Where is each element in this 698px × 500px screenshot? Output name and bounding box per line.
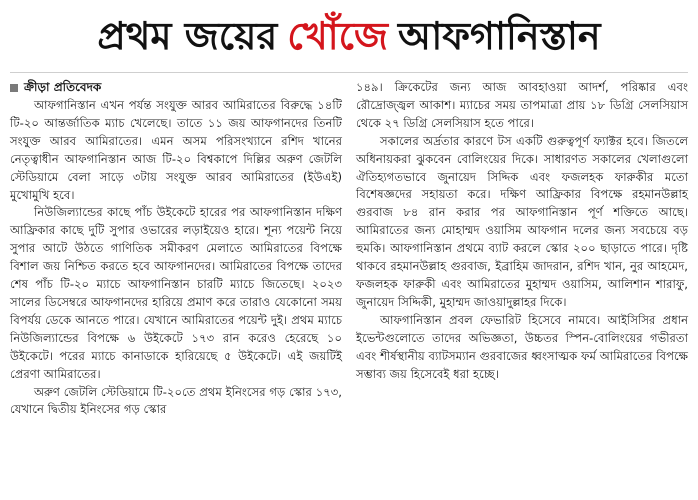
- paragraph: আফগানিস্তান এখন পর্যন্ত সংযুক্ত আরব আমিরাতের বিরুদ্ধে ১৪টি টি-২০ আন্তর্জাতিক ম্যাচ খেলেছে। তাতে ১১ জয় আফগানদের তিনটি সংযুক্ত আরব আমিরাতের। এমন অসম পরিসংখ্যানে রশিদ খানের নেতৃত্বাধীন আফগানিস্তান আজ টি-২০ বিশ্বকাপে দিল্লির অরুণ জেটলি স্টেডিয়ামে বেলা সাড়ে ৩টায় সংযুক্ত আরব আমিরাতের (ইউএই) মুখোমুখি হবে।: [10, 98, 342, 202]
- byline: [10, 79, 342, 97]
- paragraph: আফগানিস্তান প্রবল ফেভারিট হিসেবে নামবে। আইসিসির প্রধান ইভেন্টগুলোতে তাদের অভিজ্ঞতা, উচ্চতর স্পিন-বোলিংয়ের গভীরতা এবং শীর্ষস্থানীয় ব্যাটসম্যান গুরবাজের ধ্বংসাত্মক ফর্ম আমিরাতের বিপক্ষে সম্ভাব্য জয় হিসেবেই ধরা হচ্ছে।: [356, 312, 688, 381]
- column-2: [356, 79, 688, 419]
- headline-part-1: প্রথম জয়ের: [97, 14, 278, 58]
- paragraph: ১৪৯। ক্রিকেটের জন্য আজ আবহাওয়া আদর্শ, পরিষ্কার এবং রৌদ্রোজ্জ্বল আকাশ। ম্যাচের সময় তাপমাত্রা প্রায় ১৮ ডিগ্রি সেলসিয়াস থেকে ২৭ ডিগ্রি সেলসিয়াস হতে পারে।: [356, 80, 688, 130]
- paragraph: নিউজিল্যান্ডের কাছে পাঁচ উইকেটে হারের পর আফগানিস্তান দক্ষিণ আফ্রিকার কাছে দুটি সুপার ওভারের লড়াইয়েও হারে। শূন্য পয়েন্ট নিয়ে সুপার আটে উঠতে গাণিতিক সমীকরণ মেলাতে আমিরাতের বিপক্ষে বিশাল জয় নিশ্চিত করতে হবে আফগানদের। আমিরাতের বিপক্ষে তাদের শেষ পাঁচ টি-২০ ম্যাচে আফগানিস্তান চারটি ম্যাচে জিতেছে। ২০২৩ সালের ডিসেম্বরে আফগানদের হারিয়ে প্রমাণ করে তারাও যেকোনো সময় বিপর্যয় ডেকে আনতে পারে। যেখানে আমিরাতের পয়েন্ট দুই। প্রথম ম্যাচে নিউজিল্যান্ডের বিপক্ষে ৬ উইকেটে ১৭৩ রান করেও হেরেছে ১০ উইকেটে। পরের ম্যাচে কানাডাকে হারিয়েছে ৫ উইকেটে। এই জয়টিই প্রেরণা আমিরাতের।: [10, 205, 342, 381]
- article-body: [10, 79, 688, 419]
- column-1: [10, 79, 342, 419]
- headline: [10, 6, 688, 73]
- paragraph: সকালের অর্দ্রতার কারণে টস একটি গুরুত্বপূর্ণ ফ্যাক্টর হবে। জিতলে অধিনায়করা ঝুকবেন বোলিংয়ের দিকে। সাধারণত সকালের খেলাগুলো ঐতিহ্যগতভাবে জুনায়েদ সিদ্দিক এবং ফজলহক ফারুকীর মতো বিশেষজ্ঞদের সহায়তা করে। দক্ষিণ আফ্রিকার বিপক্ষে রহমানউল্লাহ গুরবাজ ৮৪ রান করার পর আফগানিস্তান পূর্ণ শক্তিতে আছে। আমিরাতের জন্য মোহাম্মদ ওয়াসিম আফগান দলের জন্য সবচেয়ে বড় হুমকি। আফগানিস্তান প্রথমে ব্যাট করলে স্কোর ২০০ ছাড়াতে পারে। দৃষ্টি থাকবে রহমানউল্লাহ গুরবাজ, ইব্রাহিম জাদরান, রশিদ খান, নুর আহমেদ, ফজলহক ফারুকী এবং আমিরাতের মুহাম্মদ ওয়াসিম, আলিশান শারাফু, জুনায়েদ সিদ্দিকী, মুহাম্মদ জাওয়াদুল্লাহর দিকে।: [356, 133, 688, 309]
- square-bullet-icon: [10, 84, 18, 92]
- headline-highlight: খোঁজে: [287, 14, 388, 58]
- paragraph: অরুণ জেটলি স্টেডিয়ামে টি-২০তে প্রথম ইনিংসের গড় স্কোর ১৭৩, যেখানে দ্বিতীয় ইনিংসের গড় স্কোর: [10, 384, 342, 417]
- byline-text: ক্রীড়া প্রতিবেদক: [24, 80, 102, 95]
- headline-part-2: আফগানিস্তান: [397, 14, 601, 58]
